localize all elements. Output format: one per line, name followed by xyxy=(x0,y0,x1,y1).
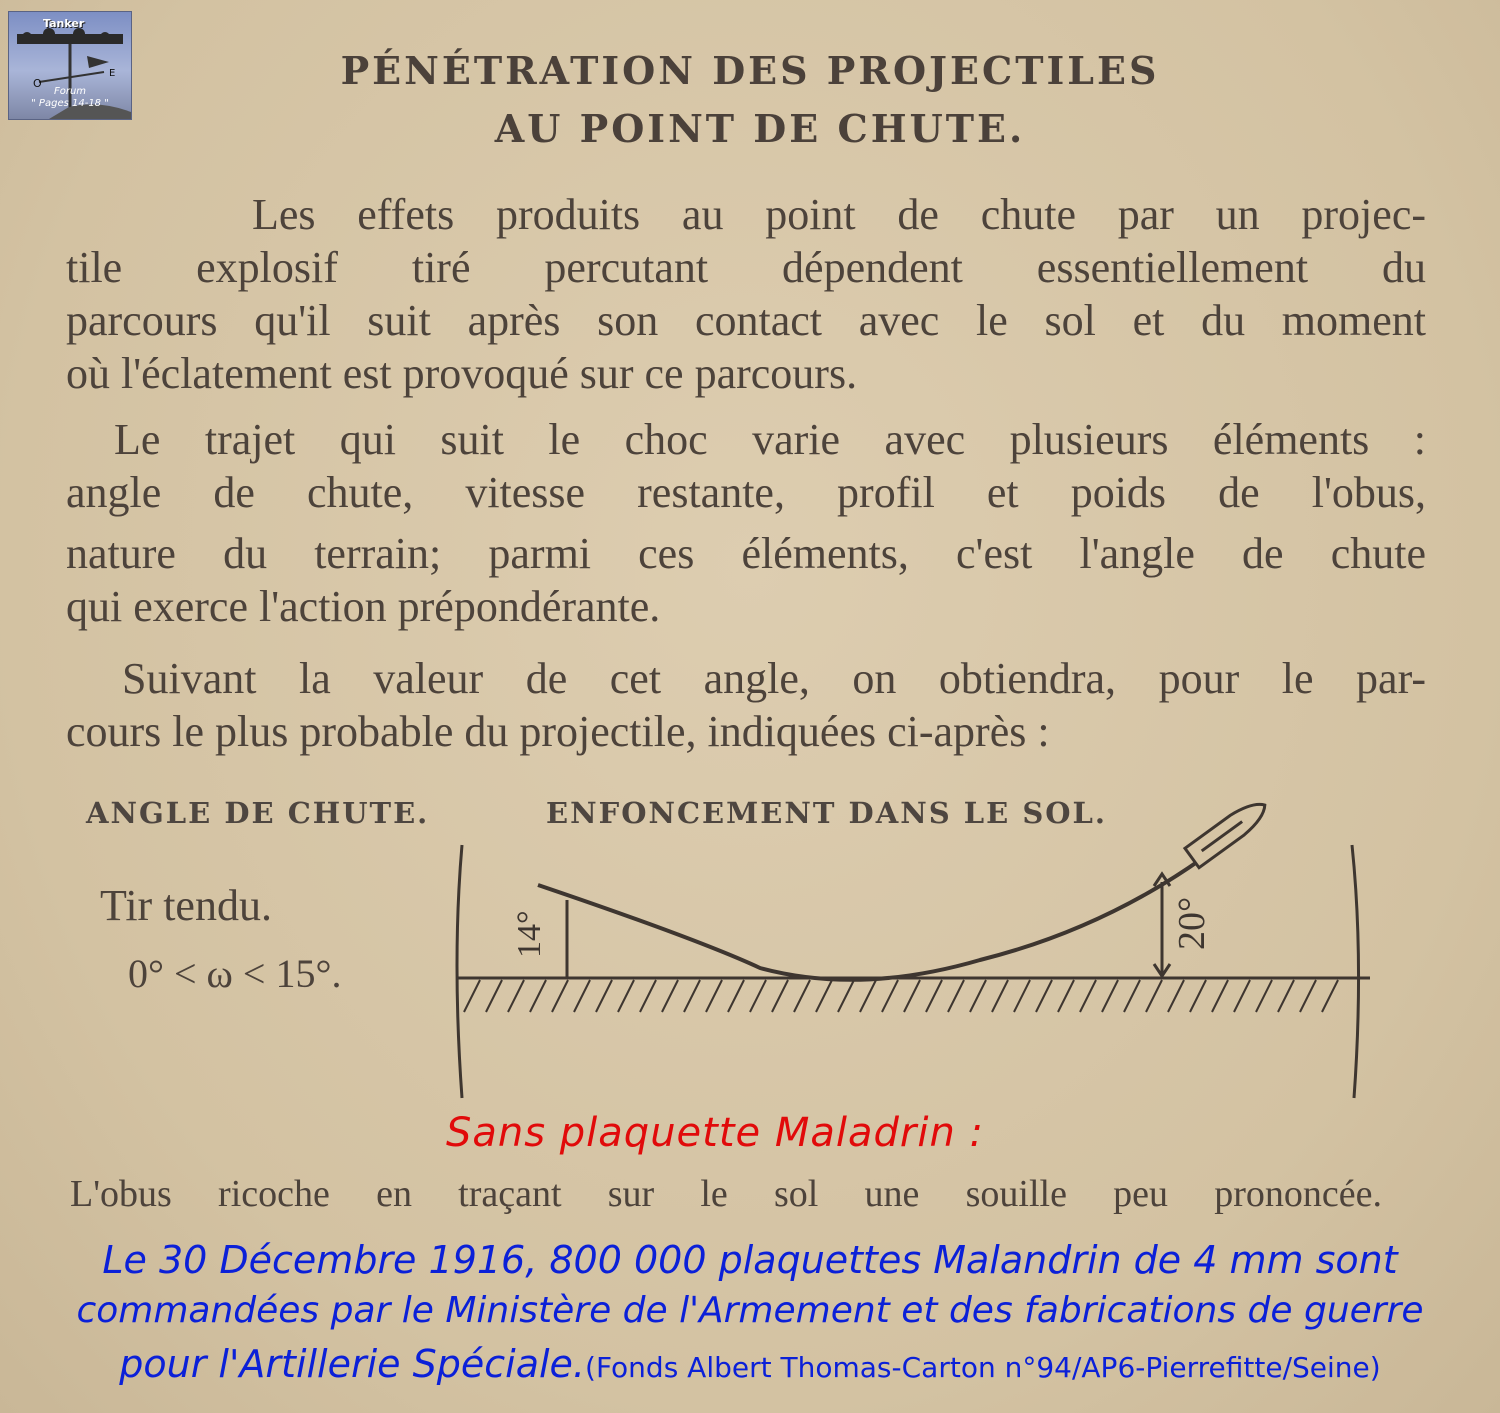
red-annotation-title: Sans plaquette Maladrin : xyxy=(445,1110,984,1156)
text-line: où l'éclatement est provoqué sur ce parcours. xyxy=(66,349,858,398)
logo-pages-label: " Pages 14-18 " xyxy=(31,98,109,109)
svg-text:O: O xyxy=(33,77,42,90)
column-header-penetration: ENFONCEMENT DANS LE SOL. xyxy=(546,796,1108,830)
text-line: nature du terrain; parmi ces éléments, c'est l'angle de chute xyxy=(66,529,1426,578)
page-title: PÉNÉTRATION DES PROJECTILES xyxy=(340,48,1160,93)
text-line: qui exerce l'action prépondérante. xyxy=(66,582,661,631)
trajectory-curve xyxy=(538,860,1200,980)
page-subtitle: AU POINT DE CHUTE. xyxy=(494,106,1026,151)
obus-description: L'obus ricoche en traçant sur le sol une souille peu prononcée. xyxy=(70,1173,1382,1215)
blue-annotation-line-3-main: pour l'Artillerie Spéciale. xyxy=(119,1342,586,1386)
right-bound-line xyxy=(1352,845,1359,1098)
logo-forum-label: Forum xyxy=(53,86,87,97)
ground-hatching xyxy=(464,980,1338,1012)
text-line: cours le plus probable du projectile, indiquées ci-après : xyxy=(66,707,1050,756)
text-line: angle de chute, vitesse restante, profil et poids de l'obus, xyxy=(66,468,1426,517)
text-line: tile explosif tiré percutant dépendent essentiellement du xyxy=(66,243,1426,292)
paragraph-1 xyxy=(66,188,1426,400)
trajectory-diagram xyxy=(440,780,1380,1110)
column-header-angle: ANGLE DE CHUTE. xyxy=(86,796,430,830)
paragraph-2 xyxy=(66,413,1426,633)
projectile-icon xyxy=(1185,795,1272,867)
source-citation: (Fonds Albert Thomas-Carton n°94/AP6-Pierrefitte/Seine) xyxy=(585,1351,1381,1384)
row-angle-range: 0° < ω < 15°. xyxy=(128,951,342,996)
left-bound-line xyxy=(457,845,462,1098)
row-label: Tir tendu. xyxy=(100,881,272,930)
blue-annotation-line-2: commandées par le Ministère de l'Armement et des fabrications de guerre xyxy=(76,1290,1424,1331)
logo-title: Tanker xyxy=(43,17,85,30)
svg-text:E: E xyxy=(109,68,116,79)
blue-annotation-line-1: Le 30 Décembre 1916, 800 000 plaquettes Malandrin de 4 mm sont xyxy=(102,1238,1398,1282)
text-line: parcours qu'il suit après son contact avec le sol et du moment xyxy=(66,296,1426,345)
blue-annotation-line-3 xyxy=(0,1342,1500,1386)
text-line: Suivant la valeur de cet angle, on obtiendra, pour le par- xyxy=(122,654,1426,703)
angle-label-right: 20° xyxy=(1171,896,1213,950)
angle-label-left: 14° xyxy=(511,910,548,958)
text-line: Le trajet qui suit le choc varie avec plusieurs éléments : xyxy=(114,415,1426,464)
paragraph-3 xyxy=(66,652,1426,758)
text-line: Les effets produits au point de chute par un projec- xyxy=(252,190,1426,239)
